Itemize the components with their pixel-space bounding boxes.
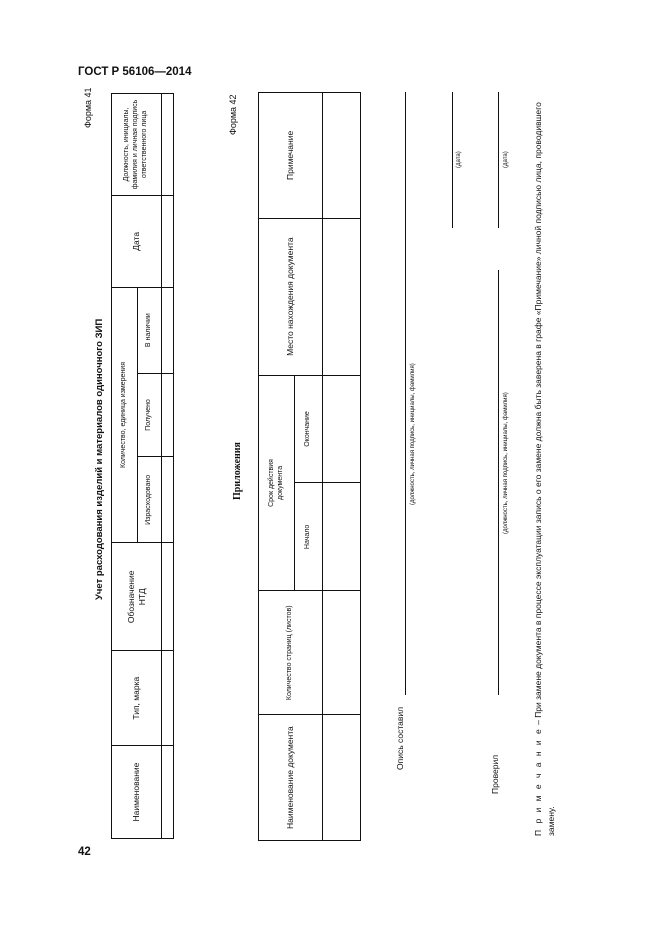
col-ntd-header: Обозначение НТД: [112, 543, 162, 651]
checked-by-label: Проверил: [490, 754, 500, 794]
col-qty-available-header: В наличии: [138, 287, 162, 373]
form42-label: Форма 42: [228, 94, 238, 135]
note-text: [532, 76, 558, 836]
checked-by-line: [498, 270, 499, 695]
form41-cell: [162, 457, 174, 543]
col-remark-header: Примечание: [259, 93, 323, 219]
col-pages-header: Количество страниц (листов): [259, 591, 323, 715]
col-start-header: Начало: [295, 483, 323, 591]
form41-cell: [162, 373, 174, 457]
col-name-header: Наименование: [112, 746, 162, 839]
checked-by-caption: (должность, личная подпись, инициалы, фамилия): [503, 392, 509, 534]
col-validity-header: Срок действия документа: [259, 375, 295, 591]
form41-cell: [162, 746, 174, 839]
page-number: 42: [78, 846, 91, 858]
compiled-by-caption: (должность, личная подпись, инициалы, фамилия): [410, 363, 416, 505]
compiled-by-label: Опись составил: [395, 706, 405, 770]
checked-by-date-caption: (дата): [503, 151, 509, 168]
col-signature-header: Должность, инициалы, фамилия и личная подпись ответственного лица: [112, 94, 162, 196]
col-qty-spent-header: Израсходовано: [138, 457, 162, 543]
form42-cell: [323, 591, 361, 715]
checked-by-date-line: [498, 92, 499, 228]
compiled-by-line: [405, 92, 406, 695]
note-body: – При замене документа в процессе эксплуатации запись о его замене должна быть заверена в графе «Примечание» личной подписью лица, проводившего замену.: [533, 102, 556, 836]
form41-cell: [162, 287, 174, 373]
compiled-by-date-caption: (дата): [456, 151, 462, 168]
form41-title: Учет расходования изделий и материалов одиночного ЗИП: [94, 318, 105, 600]
col-qty-received-header: Получено: [138, 373, 162, 457]
form42-title: Приложения: [232, 442, 243, 500]
note-prefix: П р и м е ч а н и е: [533, 727, 543, 836]
form42-cell: [323, 93, 361, 219]
form42-cell: [323, 218, 361, 375]
compiled-by-date-line: [452, 92, 453, 228]
form41-label: Форма 41: [83, 87, 93, 128]
form41-cell: [162, 543, 174, 651]
form41-cell: [162, 195, 174, 287]
col-qty-header: Количество, единица измерения: [112, 287, 138, 543]
form41-cell: [162, 651, 174, 746]
col-docname-header: Наименование документа: [259, 715, 323, 841]
form42-cell: [323, 483, 361, 591]
col-type-header: Тип, марка: [112, 651, 162, 746]
rotated-content: [80, 9, 556, 860]
form42-cell: [323, 375, 361, 483]
col-date-header: Дата: [112, 195, 162, 287]
document-header: ГОСТ Р 56106—2014: [78, 66, 192, 78]
col-location-header: Место нахождения документа: [259, 218, 323, 375]
form42-table: [258, 92, 361, 841]
form42-cell: [323, 715, 361, 841]
form41-table: [111, 93, 174, 839]
col-end-header: Окончание: [295, 375, 323, 483]
form41-cell: [162, 94, 174, 196]
